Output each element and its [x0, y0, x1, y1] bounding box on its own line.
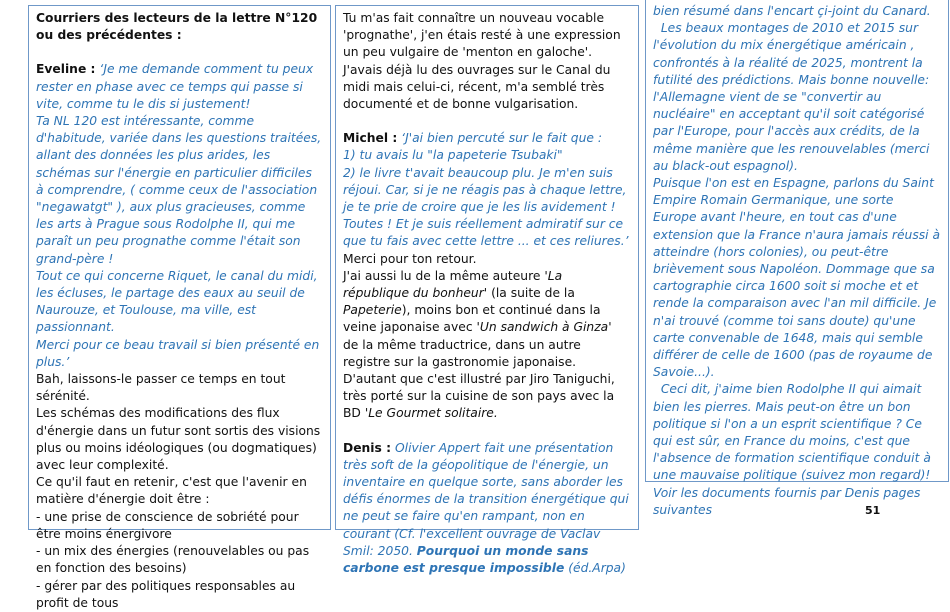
book-title: 'La république du bonheur' — [343, 268, 563, 301]
reader-name-michel: Michel : — [343, 131, 398, 146]
reply-paragraph: Bah, laissons-le passer ce temps en tout sérénité. — [36, 372, 286, 404]
denis-quote-cont-4 — [653, 381, 940, 484]
reply-paragraph-taniguchi — [343, 371, 630, 423]
section-title: Courriers des lecteurs de la lettre N°120 ou des précédentes : — [36, 11, 318, 43]
denis-quote-cont-1: bien résumé dans l'encart çi-joint du Canard. — [653, 4, 931, 18]
book-title-bold: Pourquoi un monde sans carbone est presque impossible — [343, 543, 589, 576]
reply-paragraph: - gérer par des politiques responsables au profit de tous — [36, 578, 296, 610]
reply-paragraph: Les schémas des modifications des flux d'énergie dans un futur sont sortis des visions plus ou moins idéologiques (ou dogmatiques) avec leur complexité. — [36, 406, 321, 473]
book-title: Papeterie — [343, 303, 402, 318]
letters-column-1 — [28, 5, 331, 610]
text-run: D'autant que c'est illustré par Jiro Taniguchi, très porté sur la cuisine de son pays avec la BD — [343, 372, 615, 421]
text-run: Les beaux montages de 2010 et 2015 sur l'évolution du mix énergétique américain , confrontés à la réalité de 2025, montrent la futilité des prédictions. Mais bonne nouvelle: l'Allemagne vient de se "convertir au nucléaire" en acceptant qu'il soit catégorisé par l'Europe, pour l'accès aux crédits, de la même manière que les renouvelables (merci au black-out espagnol). — [653, 21, 930, 173]
eveline-letter — [36, 61, 322, 113]
text-run: de la même traductrice, dans un autre registre sur la gastronomie japonaise. — [343, 337, 581, 369]
reply-paragraph: - un mix des énergies (renouvelables ou pas en fonction des besoins) — [36, 544, 310, 576]
page-number: 51 — [865, 504, 881, 517]
letters-column-2 — [335, 5, 639, 576]
denis-quote-end: (éd.Arpa) — [564, 561, 626, 576]
book-title: 'Un sandwich à Ginza' — [476, 320, 612, 335]
reply-paragraph: - une prise de conscience de sobriété pour être moins énergivore — [36, 509, 299, 541]
denis-quote: Olivier Appert fait une présentation très soft de la géopolitique de l'énergie, un inventaire en quelque sorte, sans aborder les défis énormes de la transition énergétique qui ne peut se faire qu'en rampant, non en courant (Cf. l'excellent ouvrage de Vaclav Smil: 2050. — [343, 440, 629, 558]
reply-paragraph: Ce qu'il faut en retenir, c'est que l'avenir en matière d'énergie doit être : — [36, 475, 307, 507]
reply-paragraph: J'avais déjà lu des ouvrages sur le Canal du midi mais celui-ci, récent, m'a semblé très documenté et de bonne vulgarisation. — [343, 62, 611, 112]
michel-quote-3: 2) le livre t'avait beaucoup plu. Je m'en suis réjoui. Car, si je ne réagis pas à chaque lettre, je te prie de croire que je les lis avidement ! Toutes ! Et je suis réellement admiratif sur ce que tu fais avec cette lettre ... et ces reliures.’ — [343, 165, 629, 249]
eveline-quote-3: Tout ce qui concerne Riquet, le canal du midi, les écluses, le partage des eaux au seuil de Naurouze, et Toulouse, ma ville, est passionnant. — [36, 268, 318, 335]
michel-letter — [343, 130, 630, 147]
reply-paragraph: Tu m'as fait connaître un nouveau vocable 'prognathe', j'en étais resté à une expression un peu vulgaire de 'menton en galoche'. — [343, 11, 621, 60]
reply-paragraph-books — [343, 268, 630, 371]
text-run: J'ai aussi lu de la même auteure — [343, 268, 545, 283]
reader-name-denis: Denis : — [343, 440, 392, 455]
text-run: (la suite de la — [487, 286, 575, 301]
text-run: ), moins bon et continué dans la veine japonaise avec — [343, 303, 601, 335]
denis-quote-cont-2 — [653, 20, 940, 175]
reader-name-eveline: Eveline : — [36, 62, 96, 77]
eveline-quote-4: Merci pour ce beau travail si bien présenté en plus.’ — [36, 337, 320, 369]
michel-quote-2: 1) tu avais lu "la papeterie Tsubaki" — [343, 148, 563, 163]
denis-quote-cont-5: Voir les documents fournis par Denis pages suivantes — [653, 485, 921, 517]
text-run: Ceci dit, j'aime bien Rodolphe II qui aimait bien les pierres. Mais peut-on être un bon politique si l'on a un esprit scientifique ? Ce qui est sûr, en France du moins, c'est que l'absence de formation scientifique conduit à une mauvaise politique (suivez mon regard)! — [653, 382, 931, 483]
denis-letter — [343, 440, 630, 578]
denis-quote-cont-3: Puisque l'on est en Espagne, parlons du Saint Empire Romain Germanique, une sorte Europe avant l'heure, en tout cas d'une extension que la France n'aura jamais réussi à atteindre (hors colonies), ou peut-être brièvement sous Napoléon. Dommage que sa cartographie circa 1600 soit si moche et et rende la comparaison avec l'an mil difficile. Je n'ai trouvé (comme toi sans doute) qu'une carte convenable de 1648, mais qui semble différer de celle de 1600 (pas de royaume de Savoie...). — [653, 176, 940, 380]
reply-paragraph: Merci pour ton retour. — [343, 251, 477, 266]
eveline-quote-1: ‘Je me demande comment tu peux rester en phase avec ce temps qui passe si vite, comme tu le dis si justement! — [36, 62, 314, 111]
book-title: 'Le Gourmet solitaire. — [364, 406, 498, 421]
eveline-quote-2: Ta NL 120 est intéressante, comme d'habitude, variée dans les questions traitées, allant des données les plus arides, les schémas sur l'énergie en particulier difficiles à comprendre, ( comme ceux de l'association "negawatgt" ), aux plus gracieuses, comme les arts à Prague sous Rodolphe II, qui me paraît un peu prognathe comme l'était son grand-père ! — [36, 114, 322, 266]
michel-quote-1: ‘J'ai bien percuté sur le fait que : — [401, 131, 602, 146]
